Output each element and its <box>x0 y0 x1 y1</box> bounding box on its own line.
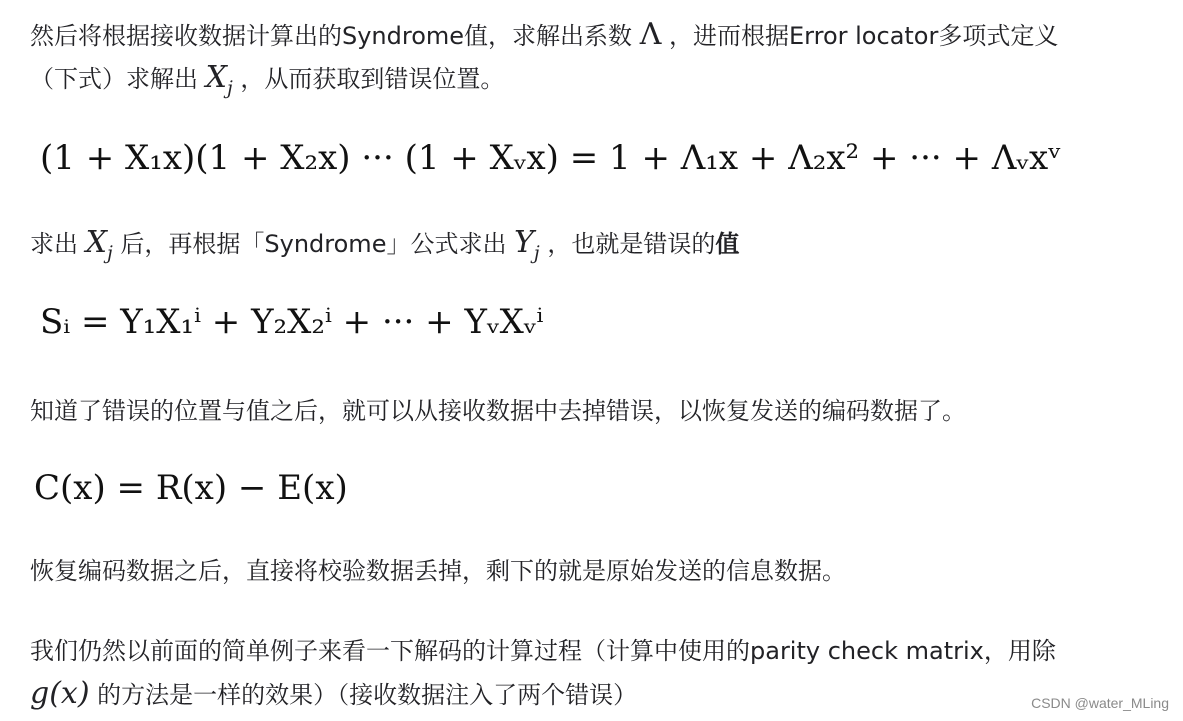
xj-symbol: $X_j$ <box>205 60 233 99</box>
error-locator-equation: (1 + X₁x)(1 + X₂x) ··· (1 + Xᵥx) = 1 + Λ₁x + Λ₂x² + ··· + Λᵥxᵛ <box>40 138 1061 178</box>
p5-line2: 的方法是一样的效果）（接收数据注入了两个错误） <box>97 681 638 709</box>
p1-text-b: ，进而根据Error locator多项式定义 <box>669 22 1059 50</box>
csdn-watermark: CSDN @water_MLing <box>1031 695 1169 711</box>
paragraph-remove-error: 知道了错误的位置与值之后，就可以从接收数据中去掉错误，以恢复发送的编码数据了。 <box>30 397 966 425</box>
paragraph-example: 我们仍然以前面的简单例子来看一下解码的计算过程（计算中使用的parity check matrix，用除 <box>30 637 1056 665</box>
p1-line2-a: （下式）求解出 <box>30 65 198 93</box>
paragraph-restore: 恢复编码数据之后，直接将校验数据丢掉，剩下的就是原始发送的信息数据。 <box>30 557 846 585</box>
g-of-x-symbol: g(x) <box>30 676 90 711</box>
syndrome-equation: Sᵢ = Y₁X₁ⁱ + Y₂X₂ⁱ + ··· + YᵥXᵥⁱ <box>40 302 544 342</box>
p1-line2-b: ，从而获取到错误位置。 <box>240 65 505 93</box>
paragraph-error-value <box>30 222 739 265</box>
p1-text-a: 然后将根据接收数据计算出的Syndrome值，求解出系数 <box>30 22 633 50</box>
xj-symbol-2: $X_j$ <box>85 225 113 264</box>
paragraph-example-line2 <box>30 673 637 716</box>
yj-symbol: $Y_j$ <box>514 225 540 264</box>
p2-bold-value: 值 <box>715 230 740 258</box>
p2-text-b: 后，再根据「Syndrome」公式求出 <box>120 230 507 258</box>
p2-text-a: 求出 <box>30 230 78 258</box>
codeword-equation: C(x) = R(x) − E(x) <box>34 468 348 508</box>
lambda-symbol: Λ <box>639 17 662 52</box>
paragraph-syndrome <box>30 14 1058 57</box>
paragraph-syndrome-line2 <box>30 57 504 100</box>
p2-text-c: ，也就是错误的 <box>547 230 716 258</box>
